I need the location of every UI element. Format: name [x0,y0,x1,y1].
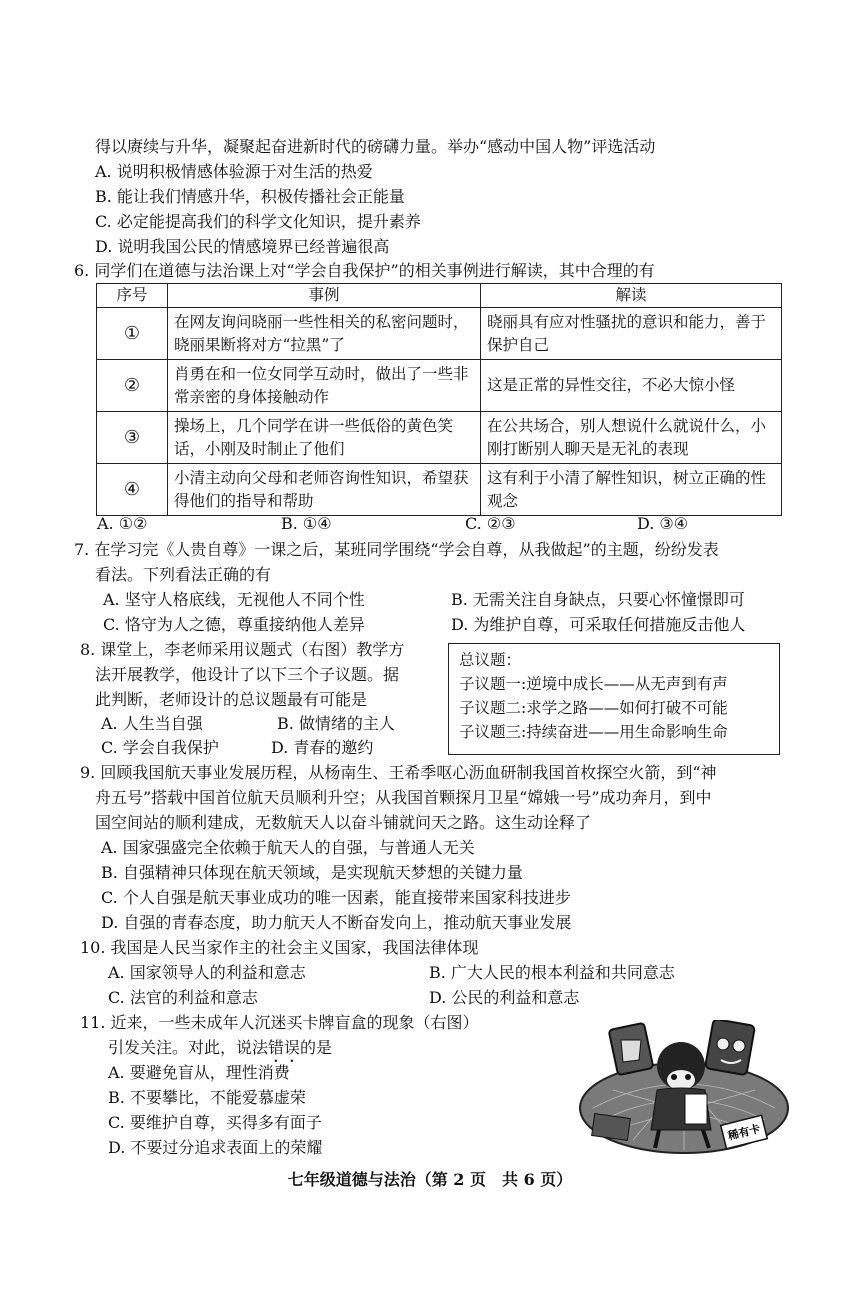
q7-option-a: A. 坚守人格底线，无视他人不同个性 [103,590,365,609]
q9-stem-line3: 国空间站的顺利建成，无数航天人以奋斗铺就问天之路。这生动诠释了 [95,813,592,832]
q11-stem-line1: 11. 近来，一些未成年人沉迷买卡牌盲盒的现象（右图） [80,1013,479,1032]
sub-topic-2: 子议题二:求学之路——如何打破不可能 [459,699,728,717]
page-footer: 七年级道德与法治（第 2 页 共 6 页） [287,1170,573,1189]
q8-option-a: A. 人生当自强 [101,714,203,733]
q11-option-c: C. 要维护自尊，买得多有面子 [108,1113,322,1132]
q10-option-c: C. 法官的利益和意志 [108,988,258,1007]
row-reading: 在公共场合，别人想说什么就说什么，小刚打断别人聊天是无礼的表现 [481,412,782,464]
row-reading: 这有利于小清了解性知识，树立正确的性观念 [481,464,782,516]
q6-stem: 6. 同学们在道德与法治课上对“学会自我保护”的相关事例进行解读，其中合理的有 [74,261,655,280]
q11-option-d: D. 不要过分追求表面上的荣耀 [108,1138,323,1157]
q6-option-d: D. ③④ [637,514,689,533]
q10-option-b: B. 广大人民的根本利益和共同意志 [429,963,675,982]
q5-option-d: D. 说明我国公民的情感境界已经普遍很高 [95,237,390,256]
row-number: ② [97,360,168,412]
q9-option-d: D. 自强的青春态度，助力航天人不断奋发向上，推动航天事业发展 [101,913,572,932]
q6-option-a: A. ①② [97,514,148,533]
q11-option-a: A. 要避免盲从，理性消费 [108,1063,290,1082]
q6-option-c: C. ②③ [465,514,516,533]
q5-option-c: C. 必定能提高我们的科学文化知识，提升素养 [95,212,421,231]
row-number: ① [97,308,168,360]
q6-option-b: B. ①④ [281,514,332,533]
q8-option-c: C. 学会自我保护 [101,738,219,757]
col-header-example: 事例 [168,284,481,308]
q7-option-c: C. 恪守为人之德，尊重接纳他人差异 [103,615,365,634]
q5-option-a: A. 说明积极情感体验源于对生活的热爱 [95,162,373,181]
emphasis-word-wrong: 错误 [268,1038,301,1057]
q9-option-c: C. 个人自强是航天事业成功的唯一因素，能直接带来国家科技进步 [101,888,571,907]
q10-stem: 10. 我国是人民当家作主的社会主义国家，我国法律体现 [80,938,479,957]
q8-stem-line3: 此判断，老师设计的总议题最有可能是 [95,690,368,709]
table-row [97,308,782,360]
q8-option-d: D. 青春的邀约 [271,738,374,757]
row-example: 小清主动向父母和老师咨询性知识，希望获得他们的指导和帮助 [168,464,481,516]
col-header-number: 序号 [97,284,168,308]
table-row [97,360,782,412]
col-header-reading: 解读 [481,284,782,308]
sub-topic-3: 子议题三:持续奋进——用生命影响生命 [459,723,728,741]
q7-stem-line2: 看法。下列看法正确的有 [95,565,272,584]
row-example: 在网友询问晓丽一些性相关的私密问题时，晓丽果断将对方“拉黑”了 [168,308,481,360]
stem-text: 引发关注。对此，说法 [108,1038,269,1057]
q9-stem-line2: 舟五号”搭载中国首位航天员顺利升空；从我国首颗探月卫星“嫦娥一号”成功奔月，到中 [95,788,712,807]
q9-option-b: B. 自强精神只体现在航天领域，是实现航天梦想的关键力量 [101,863,523,882]
table-row [97,464,782,516]
row-example: 操场上，几个同学在讲一些低俗的黄色笑话，小刚及时制止了他们 [168,412,481,464]
q8-stem-line2: 法开展教学，他设计了以下三个子议题。据 [95,665,400,684]
q8-option-b: B. 做情绪的主人 [277,714,395,733]
row-example: 肖勇在和一位女同学互动时，做出了一些非常亲密的身体接触动作 [168,360,481,412]
rare-card-label: 稀有卡 [726,1122,762,1143]
row-number: ④ [97,464,168,516]
row-number: ③ [97,412,168,464]
blind-box-cartoon-illustration [573,1020,795,1160]
q5-option-b: B. 能让我们情感升华，积极传播社会正能量 [95,187,405,206]
q7-stem-line1: 7. 在学习完《人贵自尊》一课之后，某班同学围绕“学会自尊，从我做起”的主题，纷纷发表 [74,540,719,559]
q9-stem-line1: 9. 回顾我国航天事业发展历程，从杨南生、王希季呕心沥血研制我国首枚探空火箭，到“神 [80,763,717,782]
q6-case-table [96,283,782,516]
q10-option-a: A. 国家领导人的利益和意志 [108,963,306,982]
q7-option-d: D. 为维护自尊，可采取任何措施反击他人 [451,615,746,634]
table-header-row [97,284,782,308]
q9-option-a: A. 国家强盛完全依赖于航天人的自强，与普通人无关 [101,838,475,857]
q11-option-b: B. 不要攀比，不能爱慕虚荣 [108,1088,306,1107]
row-reading: 晓丽具有应对性骚扰的意识和能力，善于保护自己 [481,308,782,360]
q5-stem-tail: 得以赓续与升华，凝聚起奋进新时代的磅礴力量。举办“感动中国人物”评选活动 [95,137,656,156]
q10-option-d: D. 公民的利益和意志 [429,988,580,1007]
topic-box-title: 总议题： [459,651,522,669]
q7-option-b: B. 无需关注自身缺点，只要心怀憧憬即可 [451,590,745,609]
stem-text: 的是 [300,1038,333,1057]
q8-stem-line1: 8. 课堂上，李老师采用议题式（右图）教学方 [80,640,405,659]
q8-topic-box [448,643,780,755]
row-reading: 这是正常的异性交往，不必大惊小怪 [481,360,782,412]
sub-topic-1: 子议题一:逆境中成长——从无声到有声 [459,675,728,693]
table-row [97,412,782,464]
